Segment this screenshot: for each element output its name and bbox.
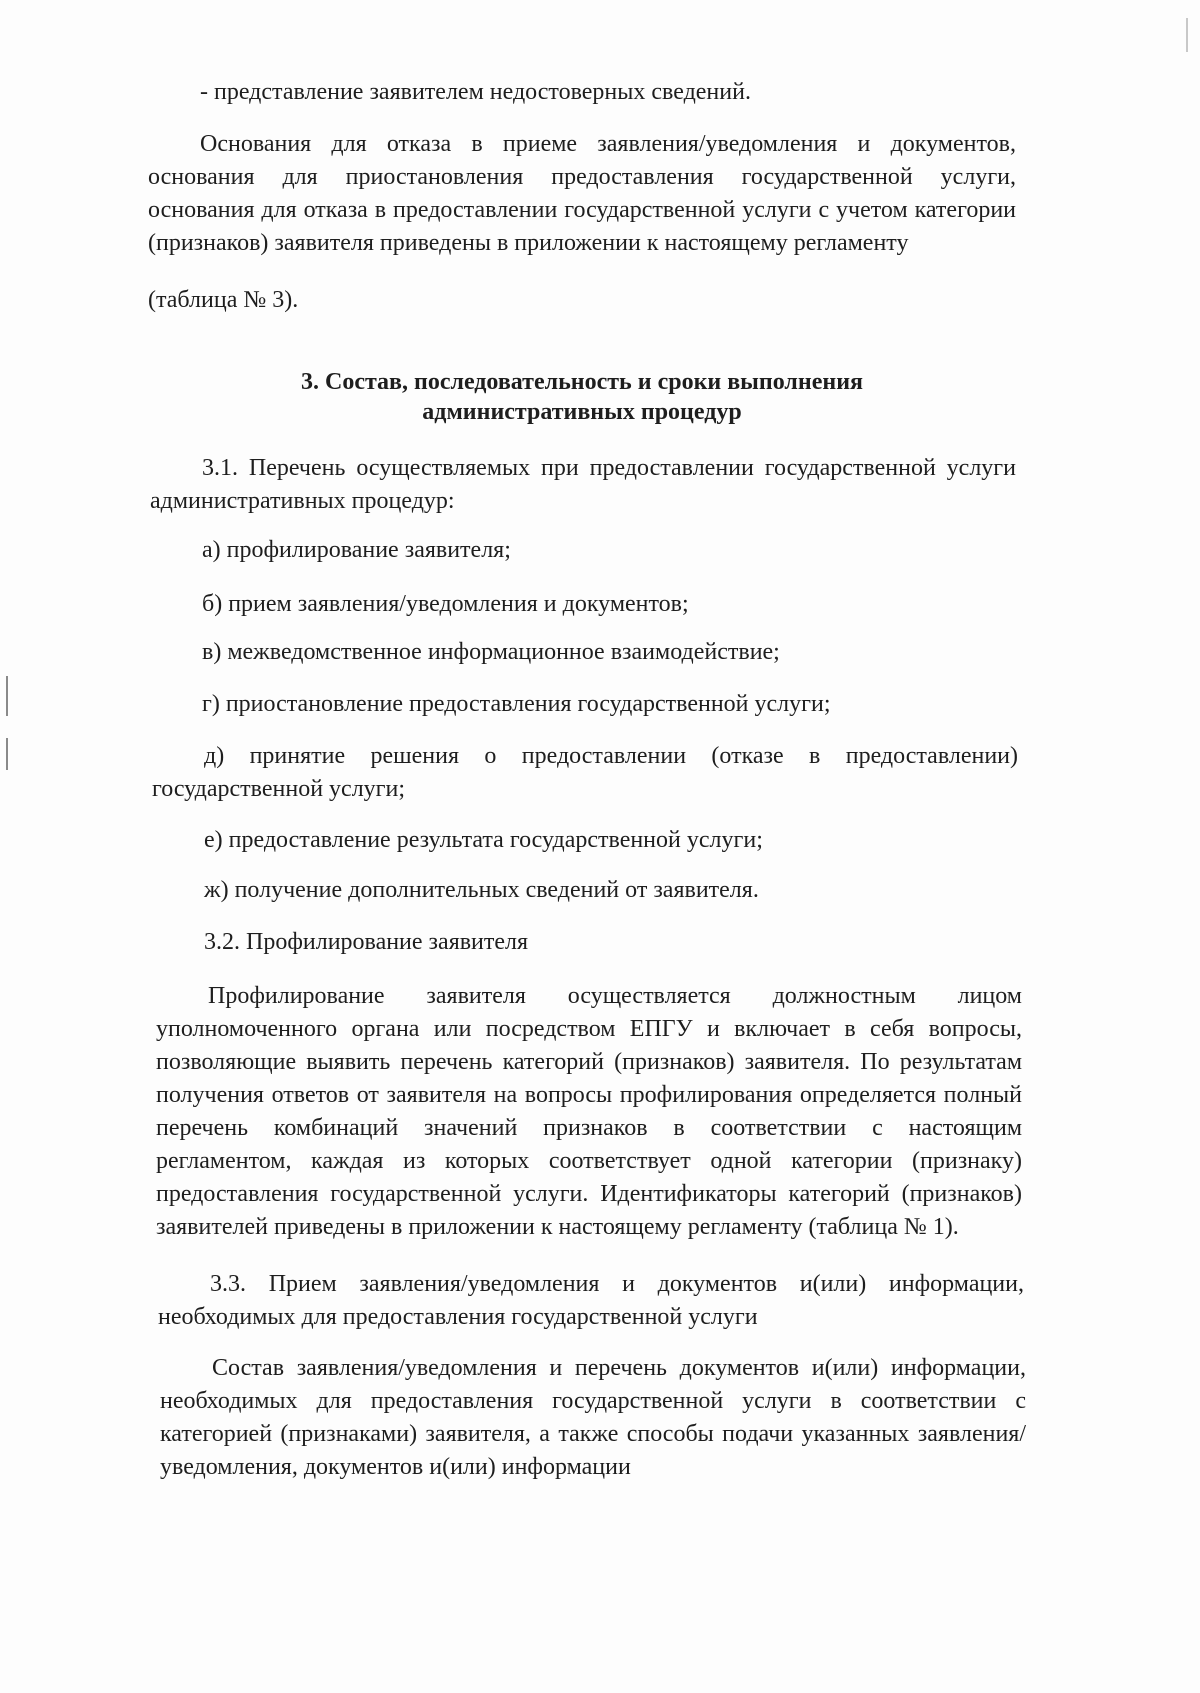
- section-heading-line1: 3. Состав, последовательность и сроки выполнения: [300, 369, 864, 395]
- subsection-3-2-text: Профилирование заявителя осуществляется должностным лицом уполномоченного органа или посредством ЕПГУ и включает в себя вопросы, позволяющие выявить перечень категорий (признаков) заявителя. По результатам получения ответов от заявителя на вопросы профилирования определяется полный перечень комбинаций значений признаков в соответствии с настоящим регламентом, каждая из которых соответствует одной категории (признаку) предоставления государственной услуги. Идентификаторы категорий (признаков) заявителей приведены в приложении к настоящему регламенту (таблица № 1).: [156, 983, 1022, 1240]
- scan-edge-mark: [6, 738, 8, 770]
- scan-speck: [1186, 18, 1188, 52]
- subsection-3-3-text: Состав заявления/уведомления и перечень документов и(или) информации, необходимых для предоставления государственной услуги в соответствии с категорией (признаками) заявителя, а также способы подачи указанных заявления/уведомления, документов и(или) информации: [160, 1355, 1026, 1480]
- procedure-item: в) межведомственное информационное взаимодействие;: [202, 639, 780, 665]
- procedure-item: д) принятие решения о предоставлении (отказе в предоставлении) государственной услуги;: [152, 743, 1018, 802]
- subsection-3-2-title: 3.2. Профилирование заявителя: [204, 929, 529, 955]
- scan-edge-mark: [6, 676, 8, 716]
- procedure-item: ж) получение дополнительных сведений от заявителя.: [204, 877, 759, 903]
- paragraph-unreliable-info: - представление заявителем недостоверных сведений.: [200, 79, 751, 105]
- procedure-item: а) профилирование заявителя;: [202, 537, 511, 563]
- section-heading-line2: административных процедур: [422, 399, 742, 425]
- subsection-3-1: 3.1. Перечень осуществляемых при предоставлении государственной услуги административных процедур:: [150, 455, 1016, 514]
- procedure-item: б) прием заявления/уведомления и документов;: [202, 591, 689, 617]
- paragraph-refusal-grounds: Основания для отказа в приеме заявления/уведомления и документов, основания для приостановления предоставления государственной услуги, основания для отказа в предоставлении государственной услуги с учетом категории (признаков) заявителя приведены в приложении к настоящему регламенту: [148, 131, 1016, 256]
- subsection-3-3-title: 3.3. Прием заявления/уведомления и документов и(или) информации, необходимых для предоставления государственной услуги: [158, 1271, 1024, 1330]
- paragraph-table-ref: (таблица № 3).: [148, 287, 299, 313]
- procedure-item: г) приостановление предоставления государственной услуги;: [202, 691, 831, 717]
- procedure-item: е) предоставление результата государственной услуги;: [204, 827, 763, 853]
